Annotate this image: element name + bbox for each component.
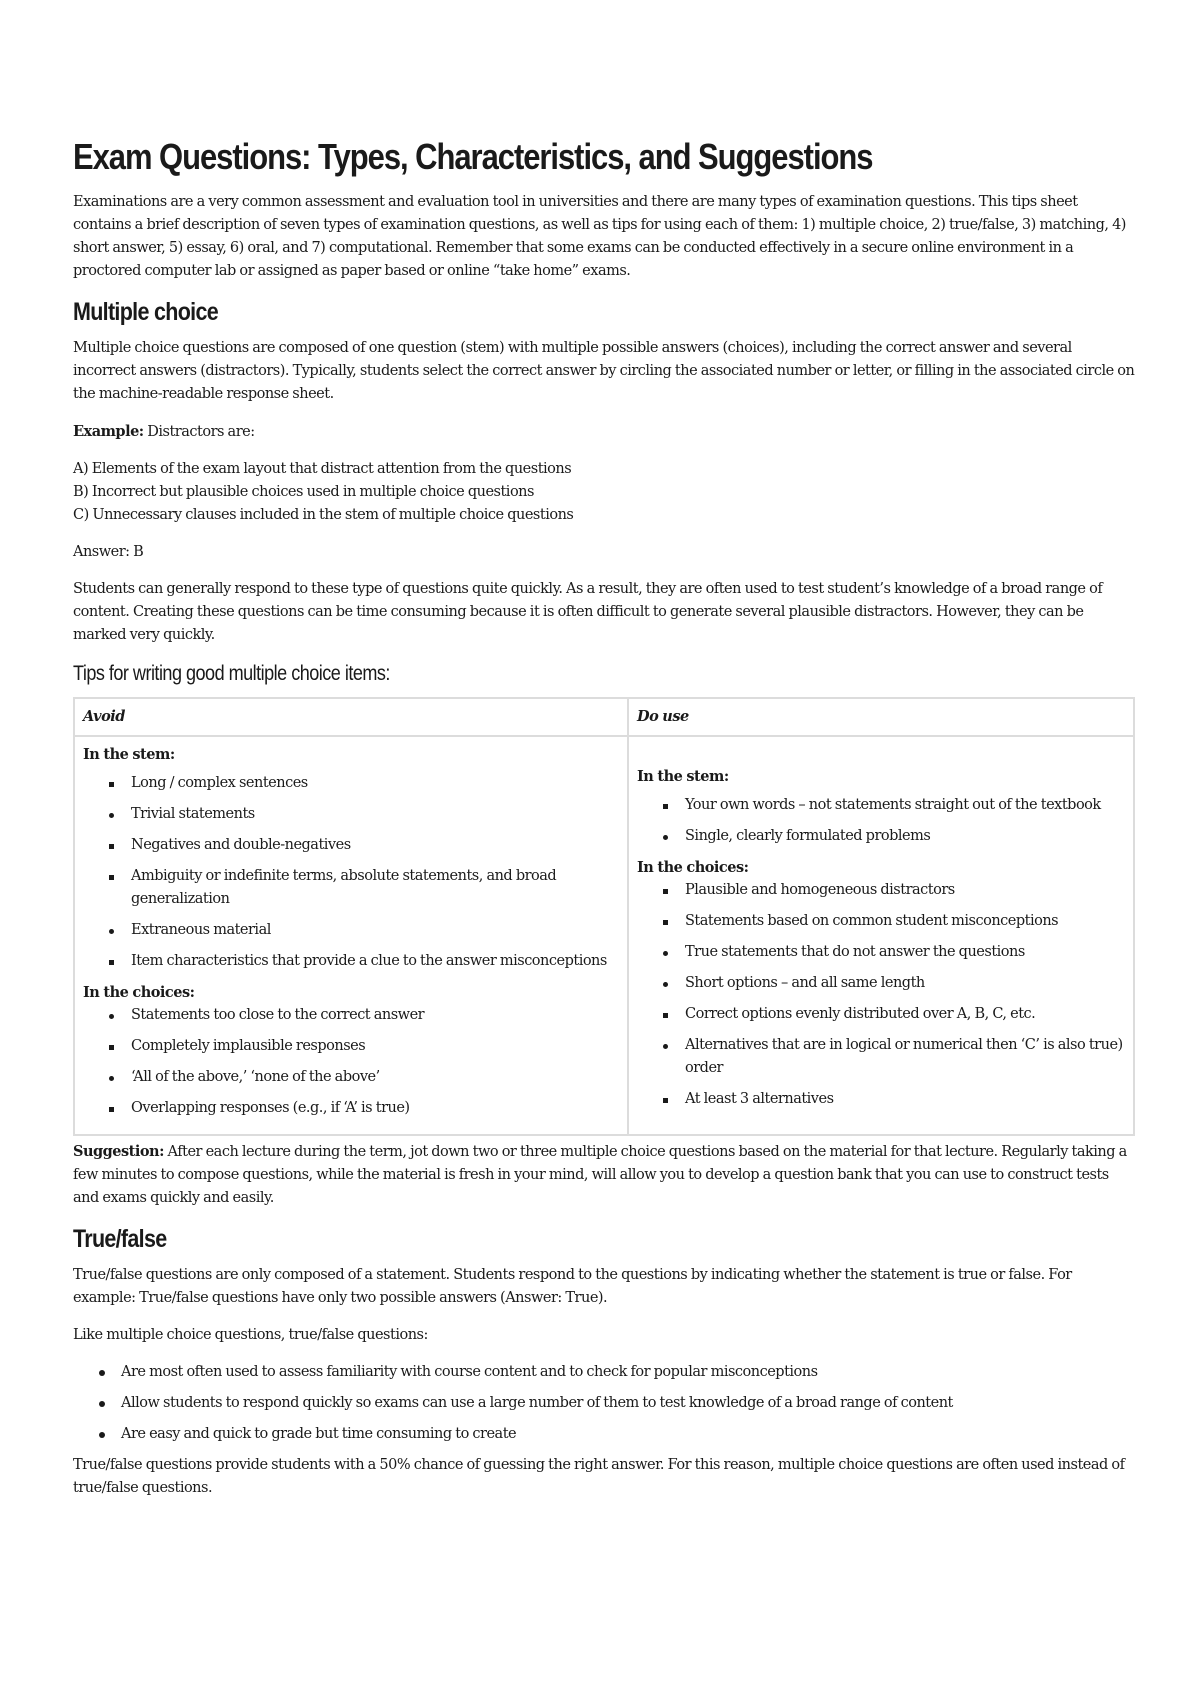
- list-item: Statements too close to the correct answer: [131, 1004, 619, 1027]
- list-item: Trivial statements: [131, 803, 619, 826]
- avoid-cell: [74, 736, 628, 1135]
- list-item: Extraneous material: [131, 919, 619, 942]
- list-item: ‘All of the above,’ ‘none of the above’: [131, 1066, 619, 1089]
- list-item: Item characteristics that provide a clue to the answer misconceptions: [131, 950, 619, 973]
- list-item: Single, clearly formulated problems: [685, 825, 1125, 848]
- list-item: Your own words – not statements straight out of the textbook: [685, 794, 1125, 817]
- douse-choices-label: In the choices:: [637, 858, 749, 876]
- example-text: Distractors are:: [143, 424, 255, 441]
- tf-description: True/false questions are only composed of a statement. Students respond to the questions by indicating whether the statement is true or false. For example: True/false questions have only two possible answers (Answer: True).: [73, 1266, 1072, 1306]
- list-item: Short options – and all same length: [685, 972, 1125, 995]
- list-item: True statements that do not answer the questions: [685, 941, 1125, 964]
- list-item: Plausible and homogeneous distractors: [685, 879, 1125, 902]
- list-item: Are easy and quick to grade but time consuming to create: [121, 1423, 1135, 1446]
- avoid-choices-label: In the choices:: [83, 983, 195, 1001]
- list-item: Negatives and double-negatives: [131, 834, 619, 857]
- mc-paragraph-2: Students can generally respond to these type of questions quite quickly. As a result, they are often used to test student’s knowledge of a broad range of content. Creating these questions can be time consuming because it is often difficult to generate several plausible distractors. However, they can be marked very quickly.: [73, 581, 1103, 644]
- mc-description: Multiple choice questions are composed of one question (stem) with multiple possible answers (choices), including the correct answer and several incorrect answers (distractors). Typically, students select the correct answer by circling the associated number or letter, or filling in the associated circle on the machine-readable response sheet.: [73, 340, 1135, 403]
- list-item: Statements based on common student misconceptions: [685, 910, 1125, 933]
- choice-c: C) Unnecessary clauses included in the stem of multiple choice questions: [73, 507, 574, 524]
- example-choices: [73, 458, 1135, 527]
- example-answer: Answer: B: [73, 544, 144, 561]
- avoid-stem-list: [83, 772, 619, 973]
- list-item: Alternatives that are in logical or numerical then ‘C’ is also true) order: [685, 1034, 1125, 1080]
- list-item: Correct options evenly distributed over A, B, C, etc.: [685, 1003, 1125, 1026]
- tf-closing: True/false questions provide students with a 50% chance of guessing the right answer. For this reason, multiple choice questions are often used instead of true/false questions.: [73, 1456, 1125, 1496]
- cell-spacer: [637, 743, 1125, 765]
- suggestion-label: Suggestion:: [73, 1142, 164, 1160]
- list-item: Are most often used to assess familiarity with course content and to check for popular misconceptions: [121, 1361, 1135, 1384]
- example-label: Example:: [73, 423, 144, 441]
- suggestion-paragraph: [73, 1140, 1135, 1210]
- choice-a: A) Elements of the exam layout that distract attention from the questions: [73, 461, 572, 478]
- douse-cell: [628, 736, 1134, 1135]
- list-item: Completely implausible responses: [131, 1035, 619, 1058]
- tf-bullet-list: [73, 1361, 1135, 1446]
- douse-stem-list: [637, 794, 1125, 848]
- tips-table: [73, 697, 1135, 1136]
- douse-header: Do use: [628, 698, 1134, 736]
- choice-b: B) Incorrect but plausible choices used in multiple choice questions: [73, 484, 534, 501]
- list-item: At least 3 alternatives: [685, 1088, 1125, 1111]
- list-item: Allow students to respond quickly so exams can use a large number of them to test knowledge of a broad range of content: [121, 1392, 1135, 1415]
- tf-like-text: Like multiple choice questions, true/false questions:: [73, 1326, 428, 1343]
- douse-stem-label: In the stem:: [637, 767, 729, 785]
- intro-paragraph: Examinations are a very common assessment and evaluation tool in universities and there are many types of examination questions. This tips sheet contains a brief description of seven types of examination questions, as well as tips for using each of them: 1) multiple choice, 2) true/false, 3) matching, 4) short answer, 5) essay, 6) oral, and 7) computational. Remember that some exams can be conducted effectively in a secure online environment in a proctored computer lab or assigned as paper based or online “take home” exams.: [73, 194, 1126, 280]
- section-heading-multiple-choice: Multiple choice: [73, 298, 218, 327]
- list-item: Ambiguity or indefinite terms, absolute statements, and broad generalization: [131, 865, 619, 911]
- section-heading-true-false: True/false: [73, 1224, 167, 1253]
- tips-table-header-row: [74, 698, 1134, 736]
- avoid-choices-list: [83, 1004, 619, 1120]
- avoid-header: Avoid: [74, 698, 628, 736]
- list-item: Overlapping responses (e.g., if ‘A’ is true): [131, 1097, 619, 1120]
- tips-heading: Tips for writing good multiple choice items:: [73, 662, 390, 686]
- mc-example: [73, 420, 1135, 444]
- douse-choices-list: [637, 879, 1125, 1111]
- tips-table-body-row: [74, 736, 1134, 1135]
- avoid-stem-label: In the stem:: [83, 745, 175, 763]
- document-page: [73, 136, 1135, 1514]
- suggestion-text: After each lecture during the term, jot down two or three multiple choice questions based on the material for that lecture. Regularly taking a few minutes to compose questions, while the material is fresh in your mind, will allow you to develop a question bank that you can use to construct tests and exams quickly and easily.: [73, 1143, 1127, 1206]
- page-title: Exam Questions: Types, Characteristics, and Suggestions: [73, 136, 873, 177]
- list-item: Long / complex sentences: [131, 772, 619, 795]
